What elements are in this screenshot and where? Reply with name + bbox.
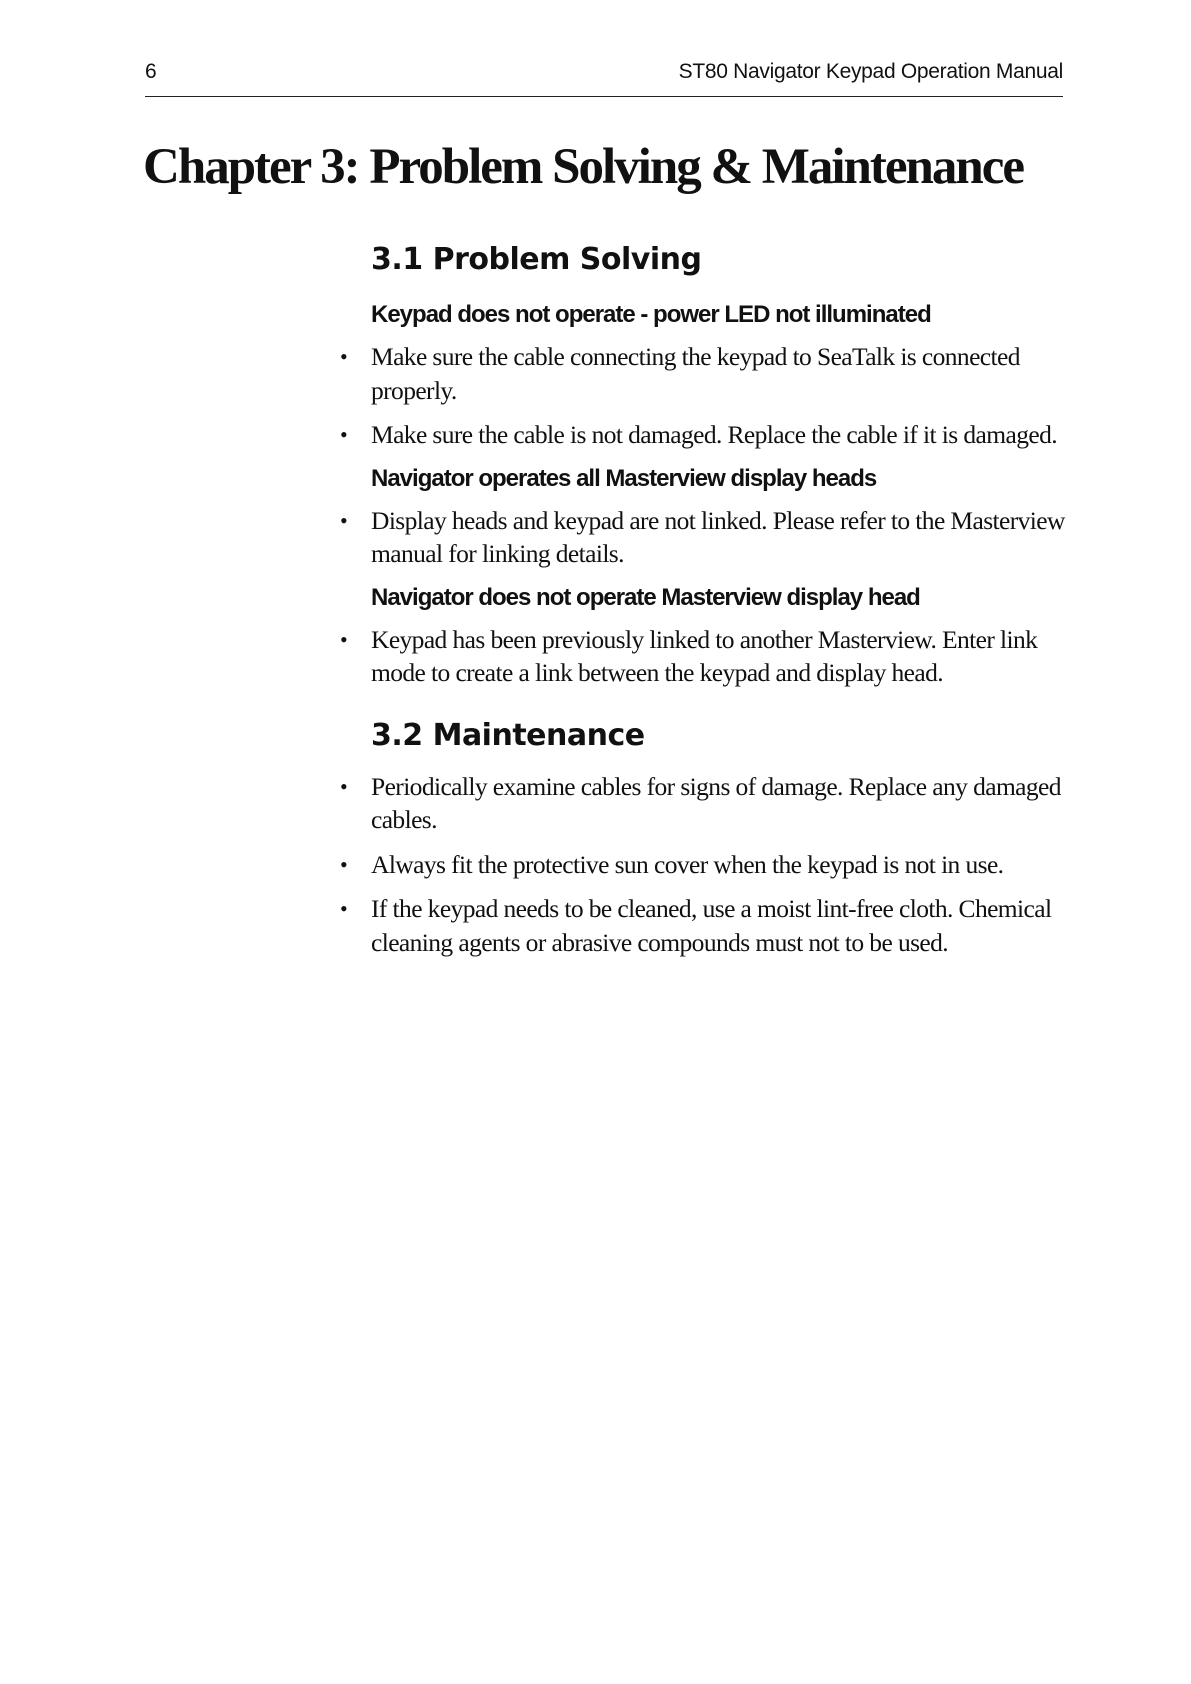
- list-item: • Periodically examine cables for signs of damage. Replace any damaged cables.: [371, 770, 1071, 837]
- bullet-list-does-not-operate-head: [371, 623, 1071, 690]
- bullet-list-keypad-not-operate: [371, 340, 1071, 452]
- running-title: ST80 Navigator Keypad Operation Manual: [678, 60, 1063, 83]
- subheading-operates-all-heads: Navigator operates all Masterview display heads: [371, 464, 877, 492]
- section-heading-problem-solving: 3.1 Problem Solving: [371, 242, 702, 277]
- subheading-keypad-not-operate: Keypad does not operate - power LED not illuminated: [371, 301, 931, 328]
- list-item: • Display heads and keypad are not linked. Please refer to the Masterview manual for linking details.: [371, 504, 1071, 571]
- bullet-list-maintenance: [371, 770, 1071, 960]
- list-item: • Always fit the protective sun cover when the keypad is not in use.: [371, 848, 1071, 882]
- chapter-title: Chapter 3: Problem Solving & Maintenance: [143, 139, 1023, 195]
- list-item: • Keypad has been previously linked to another Masterview. Enter link mode to create a link between the keypad and display head.: [371, 623, 1071, 690]
- chapter-content: [371, 238, 1071, 971]
- bullet-list-operates-all-heads: [371, 504, 1071, 571]
- list-item: • Make sure the cable connecting the keypad to SeaTalk is connected properly.: [371, 340, 1071, 407]
- page-header: [145, 60, 1063, 97]
- subheading-does-not-operate-head: Navigator does not operate Masterview display head: [371, 583, 920, 611]
- list-item: • Make sure the cable is not damaged. Replace the cable if it is damaged.: [371, 418, 1071, 452]
- list-item: • If the keypad needs to be cleaned, use a moist lint-free cloth. Chemical cleaning agents or abrasive compounds must not to be used.: [371, 892, 1071, 959]
- page-number: 6: [145, 60, 157, 83]
- section-heading-maintenance: 3.2 Maintenance: [371, 717, 645, 753]
